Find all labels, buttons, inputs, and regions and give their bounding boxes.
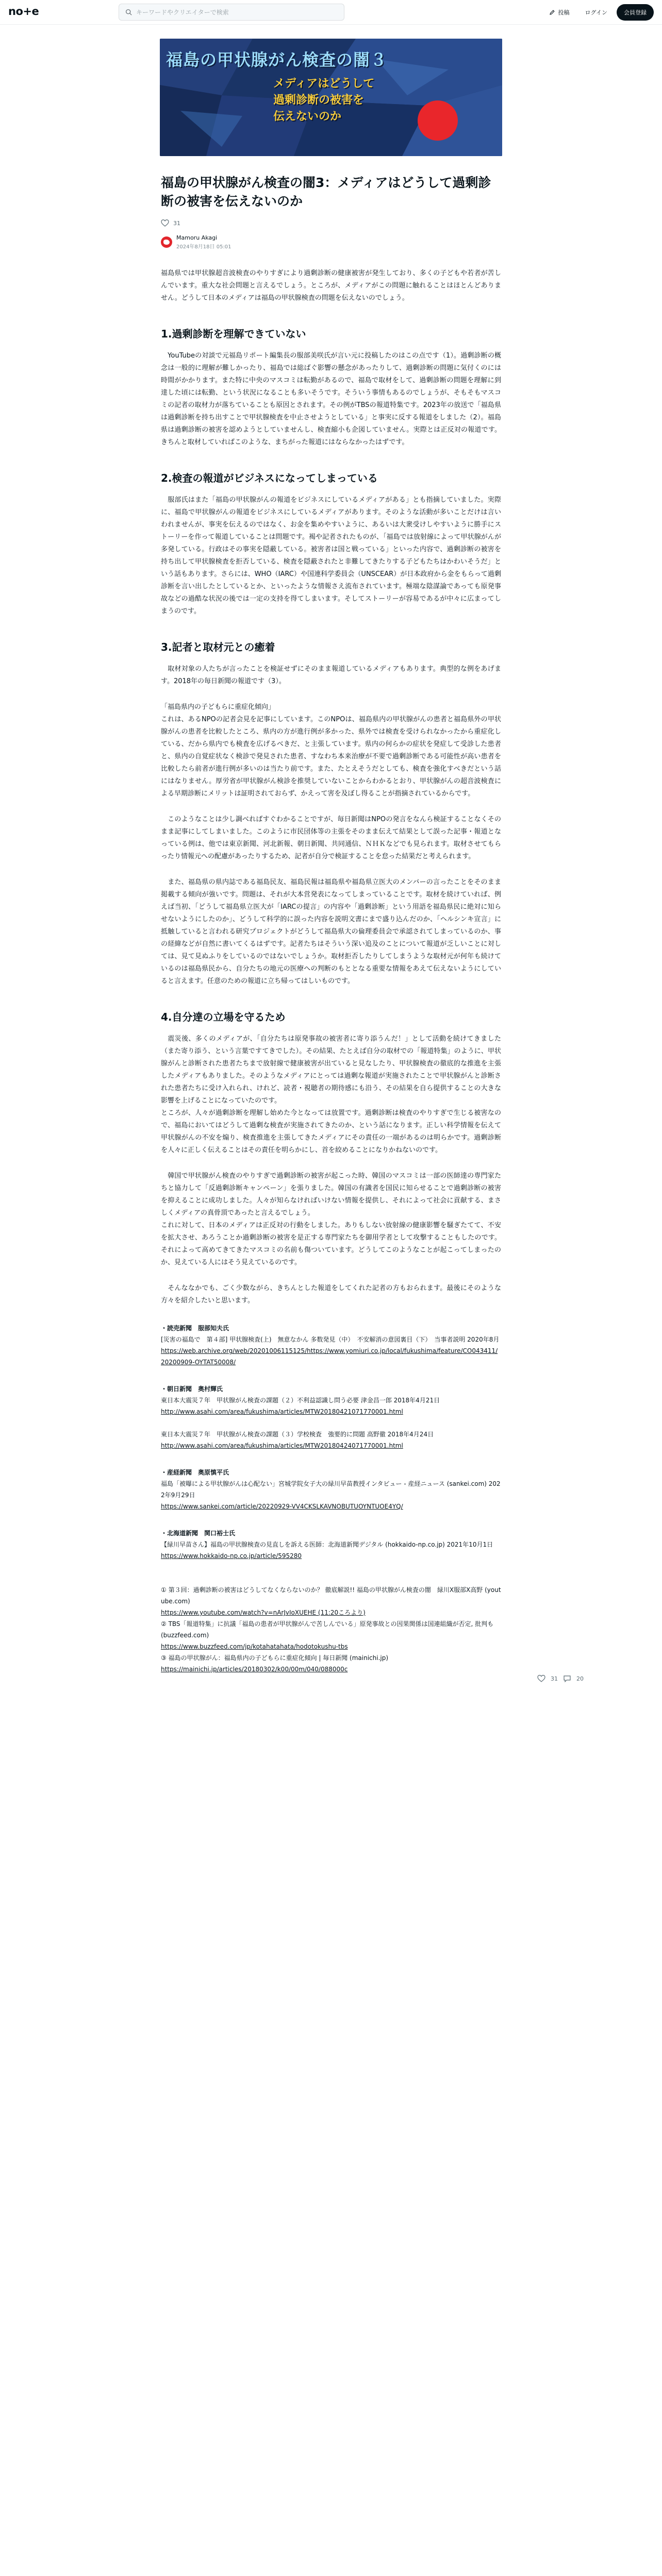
author-info [161, 234, 501, 250]
post-label: 投稿 [558, 9, 570, 16]
section-heading: 2.検査の報道がビジネスになってしまっている [161, 472, 378, 484]
floating-actions [537, 1674, 584, 1683]
post-button[interactable] [543, 5, 576, 20]
body-paragraph: このようなことは少し調べればすぐわかることですが、毎日新聞はNPOの発言をなんら検証することなくそのまま記事にしてしまいました。このように市民団体等の主張をそのまま伝えて結果として誤った記事・報道となっている例は、他では東京新聞、河北新報、朝日新聞、共同通信、ＮＨＫなどでも見られます。取材させてもらったり情報元への配慮があったりするため、記者が自分で検証することを怠った結果だと考えられます。 [161, 816, 501, 860]
reference-item [161, 1528, 501, 1562]
floating-like-count[interactable]: 31 [551, 1675, 558, 1682]
hero-title: 福島の甲状腺がん検査の闇３ [166, 50, 388, 70]
footnote-link[interactable]: https://mainichi.jp/articles/20180302/k00/00m/040/088000c [161, 1666, 348, 1673]
quoted-paragraph: 「福島県内の子どもらに重症化傾向」 これは、あるNPOの記者会見を記事にしています。このNPOは、福島県内の甲状腺がんの患者と福島県外の甲状腺がんの患者を比較したところ、県内の方が進行例が多かった、県外では検査を受けられなかったから重症化している、だから県内でも検査を広げるべきだ、と主張しています。県内の何らかの症状を発症して受診した患者と、県内の自覚症状なく検診で発見された患者、すなわち本来治療が不要で過剰診断である可能性が高い患者を比較したら前者が進行例が多いのは当たり前です。また、たとえそうだとしても、検査を強化すべきだという話にはなりません。厚労省が甲状腺がん検診を推奨していないことからわかるとおり、甲状腺がんの超音波検査による早期診断にメリットは証明されておらず、かえって害を及ぼし得ることが指摘されているからです。 [161, 703, 501, 798]
body-paragraph: そんななかでも、ごく少数ながら、きちんとした報道をしてくれた記者の方もおられます。最後にそのような方々を紹介したいと思います。 [161, 1284, 501, 1304]
footnote-link[interactable]: https://www.buzzfeed.com/jp/kotahatahata/hodotokushu-tbs [161, 1643, 348, 1650]
reference-link[interactable]: https://www.hokkaido-np.co.jp/article/595280 [161, 1552, 302, 1560]
comment-icon[interactable] [563, 1674, 571, 1683]
body-paragraph: 震災後、多くのメディアが、「自分たちは原発事故の被害者に寄り添うんだ！」として活動を続けてきました（また寄り添う、という言葉ですてきでした）。その結果、たとえば自分の取材での「報道特集」のように、甲状腺がんと診断された患者たちまで放射線で健康被害が出ていると見なしたり、甲状腺検査の徹底的な推進を主張したメディアもありました。そのようなメディアにとっては過剰な報道が実施されたことで甲状腺がんと診断された患者たちに受け入れられ、けれど、読者・視聴者の期待感にも沿う、その結果を自ら提供することの大きな影響を上げることになっていたのです。 ところが、人々が過剰診断を理解し始めた今となっては放置です。過剰診断は検査のやりすぎで生じる被害なので、福島においてはどうして過剰な検査が実施されてきたのか、という話になります。正しい科学情報を伝えて甲状腺がんの不安を煽り、検査推進を主張してきたメディアにその責任の一端があるのは明らかです。過剰診断を人々に正しく伝えることはその責任を明らかにし、首を絞めることになりかねないのです。 [161, 1035, 501, 1154]
hero-image [160, 39, 502, 156]
avatar[interactable] [161, 236, 172, 248]
reference-link[interactable]: https://web.archive.org/web/20201006115125/https://www.yomiuri.co.jp/local/fukushima/feature/CO043411/20200909-OYTAT50008/ [161, 1347, 498, 1366]
reference-heading: ・北海道新聞 関口裕士氏 [161, 1530, 236, 1537]
body-paragraph: 服部氏はまた「福島の甲状腺がんの報道をビジネスにしているメディアがある」とも指摘していました。実際に、福島で甲状腺がんの報道をビジネスにしているメディアがあります。そのような活動が多いことだけは言いわれませんが、事実を伝えるのではなく、お金を集めやすいように、あるいは大衆受けしやすいように勝手にストーリーを作って報道していることは問題です。褐や記者されたものが、「福島では放射線によって甲状腺がんが多発している。行政はその事実を隠蔽している。被害者は国と戦っている」といった内容で、過剰診断の被害を持ち出して甲状腺検査を拒否している、検査を隠蔽されたと非難してきたりする子どもたちはかわいそうだ」という話もあります。さらには、WHO（IARC）や国連科学委員会（UNSCEAR）が日本政府から金をもらって過剰診断を言い出したとしているとか、といったような情報さえ流布されています。極端な陰謀論であっても原発事故などの過酷な状況の後では一定の支持を得てしまいます。そしてストーリーが容易であるが中々に広まってしまうのです。 [161, 496, 501, 615]
section-heading: 4.自分達の立場を守るため [161, 1011, 286, 1023]
reference-link[interactable]: https://www.sankei.com/article/20220929-VV4CKSLKAVNOBUTUOYNTUOE4YQ/ [161, 1503, 403, 1510]
body-paragraph: 取材対象の人たちが言ったことを検証せずにそのまま報道しているメディアもあります。典型的な例をあげます。2018年の毎日新聞の報道です（3）。 [161, 665, 501, 685]
top-header [0, 0, 662, 25]
footnote-text: ① 第３回：過剰診断の被害はどうしてなくならないのか？ 徹底解説!! 福島の甲状腺がん検査の闇 緑川X服部X高野 (youtube.com) [161, 1586, 501, 1605]
footnote-text: ③ 福島の甲状腺がん：福島県内の子どもらに重症化傾向 | 毎日新聞 (mainichi.jp) [161, 1654, 389, 1662]
body-paragraph: また、福島県の県内誌である福島民友、福島民報は福島県や福島県立医大のメンバーの言ったことをそのまま掲載する傾向が強いです。問題は、それが大本営発表になってしまっていることです。取材を続けていれば、例えば当初、「どうして福島県立医大が「IARCの提言」の内容や「過剰診断」という用語を福島県民に絶対に知らせないようにしたのか」、どうして科学的に誤った内容を説明文書にまで盛り込んだのか、「ヘルシンキ宣言」に抵触していると言われる研究プロジェクトがどうして福島県大の倫理委員会で承認されてしまっているのか、事の経緯などが自然に書いてくるはずです。記者たちはそういう深い追及のことについて報道が乏しいことに対しては、見て見ぬふりをしているのではないでしょうか。取材拒否したりしてしまうような取材元が何年も続けているのは福島県民から、自分たちの地元の医療への判断のもととなる重要な情報をあえて伝えないようにしていると言えます。任意のための報道に立ち帰ってはしいものです。 [161, 878, 501, 985]
reference-text: 福島「被曝による甲状腺がんは心配ない」宮城学院女子大の緑川早苗教授インタビュー - 産経ニュース (sankei.com) 2022年9月29日 [161, 1480, 501, 1499]
login-button[interactable]: ログイン [585, 9, 607, 16]
reference-item [161, 1383, 501, 1451]
section-heading: 1.過剰診断を理解できていない [161, 328, 306, 340]
reference-item [161, 1323, 501, 1368]
article [161, 25, 501, 1675]
reference-text: 【緑川早苗さん】福島の甲状腺検査の見直しを訴える医師：北海道新聞デジタル (hokkaido-np.co.jp) 2021年10月1日 [161, 1541, 493, 1548]
intro-paragraph: 福島県では甲状腺超音波検査のやりすぎにより過剰診断の健康被害が発生しており、多くの子どもや若者が苦しんでいます。重大な社会問題と言えるでしょう。ところが、メディアがこの問題に触れることはほとんどありません。どうして日本のメディアは福島の甲状腺検査の問題を伝えないのでしょう。 [161, 269, 501, 302]
header-actions [543, 4, 654, 21]
heart-icon[interactable] [537, 1674, 545, 1683]
reference-heading: ・読売新聞 服部知夫氏 [161, 1325, 229, 1332]
author-name[interactable]: Mamoru Akagi [176, 234, 218, 241]
search-box[interactable] [119, 4, 344, 21]
note-logo[interactable]: no+e [8, 5, 39, 18]
reference-spacer [161, 1417, 501, 1429]
like-count[interactable]: 31 [173, 219, 180, 227]
hero-badge-icon [418, 100, 458, 141]
author-meta [176, 234, 231, 250]
hero-line: 伝えないのか [273, 110, 342, 123]
publish-date: 2024年8月18日 05:01 [176, 244, 231, 250]
hero-line: 過剰診断の被害を [273, 94, 365, 107]
footnote-text: ② TBS「報道特集」に抗議「福島の患者が甲状腺がんで苦しんでいる」原発事故との因果関係は国連組織が否定, 批判も (buzzfeed.com) [161, 1620, 494, 1639]
reference-text: [災害の福島で 第４部] 甲状腺検査(上) 無意なかん 多数発見（中） 不安解消の意図裏目（下） 当事者説明 2020年8月 [161, 1336, 500, 1343]
footnote-link[interactable]: https://www.youtube.com/watch?v=nArJvIoXUEHE (11:20ころより) [161, 1609, 366, 1616]
floating-comment-count[interactable]: 20 [576, 1675, 584, 1682]
signup-button[interactable]: 会員登録 [617, 4, 654, 21]
body-paragraph: YouTubeの対談で元福島リポート編集長の服部美咲氏が言い元に投稿したのはこの点です（1）。過剰診断の概念は一般的に理解が難しかったり、福島では総ばぐ影響の懸念があったりして、過剰診断の問題に気付くのには時間がかかります。また特に中央のマスコミは転勤があるので、福島で取材をして、過剰診断の問題を理解に到達した頃には転勤、という状況になることも多いそうです。そういう事情もあるのでしょうが、そもそもマスコミの記者の取材力が落ちていることも原因とされます。その例がTBSの報道特集です。2023年の放送で「福島県は過剰診断を持ち出すことで甲状腺検査を中止させようとしている」と事実に反する報道をしました（2）。福島県は過剰診断の被害を認めようとしていませんし、検査縮小も企図していません。実際とは正反対の報道です。きちんと取材していればこのような、まちがった報道にはならなかったはずです。 [161, 352, 501, 446]
reference-text: 東日本大震災７年 甲状腺がん検査の課題（２）不利益認識し問う必要 津金昌一郎 2018年4月21日 [161, 1397, 440, 1404]
search-icon [125, 9, 132, 15]
article-title: 福島の甲状腺がん検査の闇3：メディアはどうして過剰診断の被害を伝えないのか [161, 175, 491, 209]
footnotes [161, 1584, 501, 1675]
hero-line: メディアはどうして [273, 77, 375, 90]
search-input[interactable] [136, 9, 332, 16]
body-paragraph: 韓国で甲状腺がん検査のやりすぎで過剰診断の被害が起こった時、韓国のマスコミは一部の医師達の専門家たちと協力して「反過剰診断キャンペーン」を張りました。韓国の有識者を国民に知らせることで過剰診断の被害を抑えることに成功しました。人々が知らなければいけない情報を提供し、それによって社会に貢献する、まさしくメディアの真骨頂であったと言えるでしょう。 これに対して、日本のメディアは正反対の行動をしました。ありもしない放射線の健康影響を騒ぎたてて、不安を拡大させ、あろうことか過剰診断の被害を是正する専門家たちを御用学者として攻撃することもしたのです。それによって高めてきてきたマスコミの名前も傷ついています。どうしてこのようなことが起こってしまったのか、見えている人にはそう見えているのです。 [161, 1172, 501, 1266]
section-heading: 3.記者と取材元との癒着 [161, 641, 275, 653]
reference-heading: ・産経新聞 奥原慎平氏 [161, 1469, 229, 1476]
heart-icon[interactable] [161, 219, 169, 227]
reference-heading: ・朝日新聞 奥村輝氏 [161, 1385, 223, 1393]
reference-item [161, 1467, 501, 1512]
reference-link[interactable]: http://www.asahi.com/area/fukushima/articles/MTW20180421071770001.html [161, 1408, 403, 1415]
hero-subtitle [273, 76, 374, 125]
pencil-icon [549, 9, 555, 15]
reference-text: 東日本大震災７年 甲状腺がん検査の課題（３）学校検査 強要的に問題 高野徹 2018年4月24日 [161, 1431, 434, 1438]
reference-link[interactable]: http://www.asahi.com/area/fukushima/articles/MTW20180424071770001.html [161, 1442, 403, 1449]
like-row [161, 219, 501, 227]
